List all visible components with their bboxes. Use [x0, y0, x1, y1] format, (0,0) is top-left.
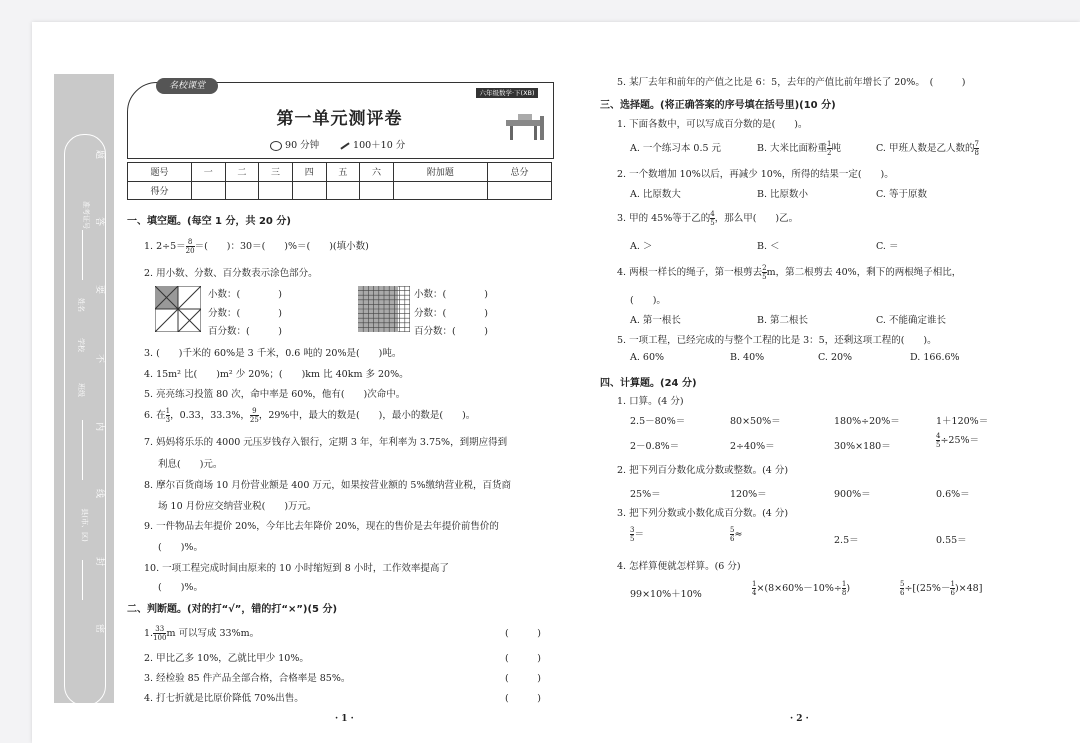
fraction-den: 8: [841, 589, 847, 597]
calc-item: 120%＝: [730, 489, 767, 500]
table-header: 附加题: [393, 163, 487, 182]
calc-item: 180%÷20%＝: [834, 416, 900, 427]
q1-text: 1. 2÷5＝: [144, 241, 186, 252]
calc-end: )×48]: [954, 583, 983, 594]
calc-rest: ÷[(25%－: [904, 583, 951, 594]
score-cell[interactable]: [360, 181, 394, 200]
brand-logo: 名校课堂: [156, 78, 218, 94]
opt-b-unit: 吨: [831, 143, 842, 154]
fraction-den: 4: [752, 589, 757, 597]
fraction-num: 5: [730, 526, 735, 534]
percent-blank[interactable]: 百分数：( ): [414, 326, 488, 337]
q6-rest: ，0.33，33.3%，: [170, 410, 250, 421]
sidebar-label: 姓名: [77, 298, 85, 312]
judge-2: 2. 甲比乙多 10%，乙就比甲少 10%。: [144, 653, 309, 664]
score-cell[interactable]: [292, 181, 326, 200]
time-text: 90 分钟: [285, 140, 320, 151]
shaded-triangle-grid: [155, 286, 201, 332]
judge-5: 5. 某厂去年和前年的产值之比是 6：5，去年的产值比前年增长了 20%。 ( ): [617, 77, 966, 88]
question-8-line2: 场 10 月份应交纳营业税( )万元。: [158, 501, 317, 512]
sidebar-blank-line: [82, 230, 83, 280]
j1-num: 1.: [144, 628, 154, 639]
choice-4-option-b: B. 第二根长: [757, 315, 809, 326]
fraction-num: 2: [762, 264, 767, 272]
choice-5-option-c: C. 20%: [818, 352, 853, 363]
opt-c-text: C. 甲班人数是乙人数的: [876, 143, 975, 154]
choice-1-option-a: A. 一个练习本 0.5 元: [630, 143, 722, 154]
score-cell[interactable]: [488, 181, 552, 200]
choice-2-option-c: C. 等于原数: [876, 189, 927, 200]
fraction-den: 6: [950, 589, 955, 597]
section-true-false: 二、判断题。(对的打“√”，错的打“×”)(5 分): [127, 604, 338, 615]
decimal-blank[interactable]: 小数：( ): [208, 289, 282, 300]
calc-4-a: 99×10%＋10%: [630, 589, 702, 600]
table-header: 总分: [488, 163, 552, 182]
percent-blank[interactable]: 百分数：( ): [208, 326, 282, 337]
fraction-num: 5: [900, 580, 905, 588]
fraction-den: 20: [185, 247, 195, 255]
question-1: [144, 238, 369, 255]
question-7-line1: 7. 妈妈将乐乐的 4000 元压岁钱存入银行，定期 3 年，年利率为 3.75%，到期应得到: [144, 437, 508, 448]
question-3: 3. ( )千米的 60%是 3 千米，0.6 吨的 20%是( )吨。: [144, 348, 402, 359]
fraction-den: 5: [936, 441, 941, 449]
calc-item: [936, 432, 979, 449]
score-cell[interactable]: [326, 181, 360, 200]
calc-item: 80×50%＝: [730, 416, 781, 427]
choice-4-line1: [617, 264, 961, 281]
calc-item: 25%＝: [630, 489, 661, 500]
time-limit: [270, 137, 319, 151]
sidebar-char: 内: [94, 421, 105, 432]
c3-text: 3. 甲的 45%等于乙的: [617, 213, 711, 224]
fraction-num: 9: [250, 407, 259, 416]
c4-rest: m，第二根剪去 40%，剩下的两根绳子相比，: [766, 267, 962, 278]
choice-4-option-c: C. 不能确定谁长: [876, 315, 946, 326]
question-7-line2: 利息( )元。: [158, 459, 223, 470]
sidebar-blank-line: [82, 420, 83, 480]
fraction-num: 1: [165, 407, 171, 415]
answer-paren[interactable]: ( ): [505, 628, 541, 639]
fraction: [153, 625, 166, 642]
table-row-label: 得分: [128, 181, 192, 200]
calc-item: [630, 526, 644, 543]
fraction-den: 100: [153, 634, 167, 642]
choice-2-option-a: A. 比原数大: [630, 189, 681, 200]
choice-3-option-b: B. ＜: [757, 241, 780, 252]
question-10-line2: ( )%。: [158, 582, 203, 593]
page-number-1: · 1 ·: [335, 714, 354, 724]
sidebar-char: 不: [94, 353, 105, 364]
calc-item: 1＋120%＝: [936, 416, 989, 427]
sidebar-blank-line: [82, 560, 83, 600]
page-title: 第一单元测评卷: [276, 109, 403, 129]
question-9-line2: ( )%。: [158, 542, 203, 553]
fraction-num: 4: [710, 210, 715, 218]
question-9-line1: 9. 一件物品去年提价 20%，今年比去年降价 20%，现在的售价是去年提价前售价的: [144, 521, 499, 532]
score-table: [127, 162, 552, 200]
judge-1: [144, 625, 259, 642]
q1-rest: ＝( )：30＝( )%＝( )(填小数): [194, 241, 369, 252]
fraction-num: 7: [974, 140, 979, 148]
fraction-num: 1: [950, 580, 955, 588]
choice-2-option-b: B. 比原数小: [757, 189, 809, 200]
calc-item: 900%＝: [834, 489, 871, 500]
paren-close: ): [846, 583, 851, 594]
question-5: 5. 亮亮练习投篮 80 次，命中率是 60%，他有( )次命中。: [144, 389, 406, 400]
score-cell[interactable]: [259, 181, 293, 200]
clock-icon: [270, 141, 282, 151]
choice-3-option-a: A. ＞: [630, 241, 653, 252]
judge-3: 3. 经检验 85 件产品全部合格，合格率是 85%。: [144, 673, 351, 684]
answer-paren[interactable]: ( ): [505, 673, 541, 684]
fraction-num: 8: [186, 238, 195, 247]
score-cell[interactable]: [191, 181, 225, 200]
fraction: [250, 407, 259, 424]
choice-5-option-b: B. 40%: [730, 352, 765, 363]
sidebar-label: 县(市、区): [80, 508, 89, 542]
calc-4: 4. 怎样算便就怎样算。(6 分): [617, 561, 741, 572]
fraction-den: 2: [827, 149, 832, 157]
score-text: 100＋10 分: [353, 140, 406, 151]
question-8-line1: 8. 摩尔百货商场 10 月份营业额是 400 万元，如果按营业额的 5%缴纳营业税，百货商: [144, 480, 511, 491]
question-10-line1: 10. 一项工程完成时间由原来的 10 小时缩短到 8 小时，工作效率提高了: [144, 563, 449, 574]
table-header: 三: [259, 163, 293, 182]
fraction-num: 1: [752, 580, 757, 588]
question-2: 2. 用小数、分数、百分数表示涂色部分。: [144, 268, 318, 279]
sidebar-label: 班级: [77, 383, 85, 397]
choice-2: 2. 一个数增加 10%以后，再减少 10%，所得的结果一定( )。: [617, 169, 894, 180]
table-header: 题号: [128, 163, 192, 182]
calc-rest: ＝: [634, 529, 644, 540]
opt-b-text: B. 大米比面粉重: [757, 143, 828, 154]
choice-4-line2: ( )。: [630, 295, 666, 306]
c4-text: 4. 两根一样长的绳子，第一根剪去: [617, 267, 763, 278]
fraction-blank[interactable]: 分数：( ): [208, 308, 282, 319]
fraction-num: 4: [936, 432, 941, 440]
sidebar-char: 要: [94, 284, 105, 295]
answer-paren[interactable]: ( ): [505, 653, 541, 664]
grade-badge: 六年级数学·下(XB): [476, 88, 538, 98]
sidebar-label: 学校: [77, 338, 85, 352]
fraction-den: 8: [974, 149, 979, 157]
fraction-num: 1: [827, 140, 832, 148]
choice-5-option-a: A. 60%: [630, 352, 665, 363]
fraction: [186, 238, 195, 255]
calc-2: 2. 把下列百分数化成分数或整数。(4 分): [617, 465, 789, 476]
judge-4: 4. 打七折就是比原价降低 70%出售。: [144, 693, 304, 704]
c3-rest: ，那么甲( )乙。: [714, 213, 799, 224]
fraction: [974, 140, 978, 157]
score-cell[interactable]: [393, 181, 487, 200]
choice-3-option-c: C. ＝: [876, 241, 899, 252]
calc-item: 2.5－80%＝: [630, 416, 686, 427]
fraction-den: 6: [730, 535, 735, 543]
calc-rest: ≈: [734, 529, 743, 540]
calc-1: 1. 口算。(4 分): [617, 396, 684, 407]
table-header: 二: [225, 163, 259, 182]
page-number-2: · 2 ·: [790, 714, 809, 724]
calc-3: 3. 把下列分数或小数化成百分数。(4 分): [617, 508, 789, 519]
choice-1: 1. 下面各数中，可以写成百分数的是( )。: [617, 119, 808, 130]
fraction-num: 3: [630, 526, 635, 534]
fraction-num: 33: [153, 625, 166, 634]
desk-illustration-icon: [504, 112, 546, 142]
fraction-blank[interactable]: 分数：( ): [414, 308, 488, 319]
question-6: [144, 407, 475, 424]
calc-4-c: [900, 580, 982, 597]
fraction-den: 5: [762, 273, 767, 281]
section-fill-blank: 一、填空题。(每空 1 分，共 20 分): [127, 216, 291, 227]
score-cell[interactable]: [225, 181, 259, 200]
sidebar-label: 准考证号: [82, 201, 90, 229]
fraction-den: 25: [249, 416, 259, 424]
table-header: 四: [292, 163, 326, 182]
fraction-den: 5: [710, 219, 715, 227]
choice-3: [617, 210, 798, 227]
fraction-den: 6: [900, 589, 905, 597]
table-header: 六: [360, 163, 394, 182]
choice-1-option-c: [876, 140, 979, 157]
calc-item: 0.55＝: [936, 535, 967, 546]
sidebar-char: 答: [94, 216, 105, 227]
choice-4-option-a: A. 第一根长: [630, 315, 681, 326]
fraction-den: 3: [165, 416, 171, 424]
calc-item: 30%×180＝: [834, 441, 891, 452]
calc-item: [730, 526, 742, 543]
hundred-grid: [358, 286, 410, 332]
question-4: 4. 15m² 比( )m² 少 20%；( )km 比 40km 多 20%。: [144, 369, 409, 380]
calc-rest: ×(8×60%－10%÷: [756, 583, 842, 594]
table-header: 五: [326, 163, 360, 182]
sidebar-char: 题: [94, 149, 105, 160]
table-row: [128, 163, 552, 182]
choice-1-option-b: [757, 140, 841, 157]
calc-item: 2－0.8%＝: [630, 441, 680, 452]
calc-item: 0.6%＝: [936, 489, 970, 500]
choice-5-option-d: D. 166.6%: [910, 352, 960, 363]
decimal-blank[interactable]: 小数：( ): [414, 289, 488, 300]
section-choice: 三、选择题。(将正确答案的序号填在括号里)(10 分): [600, 100, 836, 111]
fraction-den: 5: [630, 535, 635, 543]
q6-text: 6. 在: [144, 410, 166, 421]
section-calculation: 四、计算题。(24 分): [600, 378, 697, 389]
sidebar-char: 封: [94, 556, 105, 567]
j1-rest: m 可以写成 33%m。: [166, 628, 260, 639]
calc-item: 2÷40%＝: [730, 441, 775, 452]
sidebar-char: 密: [94, 623, 105, 634]
calc-rest: ÷25%＝: [940, 435, 980, 446]
q6-rest2: ，29%中，最大的数是( )，最小的数是( )。: [258, 410, 476, 421]
pen-icon: [340, 142, 349, 149]
table-row: [128, 181, 552, 200]
calc-4-b: [752, 580, 850, 597]
table-header: 一: [191, 163, 225, 182]
calc-item: 2.5＝: [834, 535, 859, 546]
total-score: [340, 137, 405, 151]
choice-5: 5. 一项工程，已经完成的与整个工程的比是 3：5，还剩这项工程的( )。: [617, 335, 937, 346]
answer-paren[interactable]: ( ): [505, 693, 541, 704]
fraction-num: 1: [841, 580, 847, 588]
sidebar-char: 线: [94, 488, 105, 499]
